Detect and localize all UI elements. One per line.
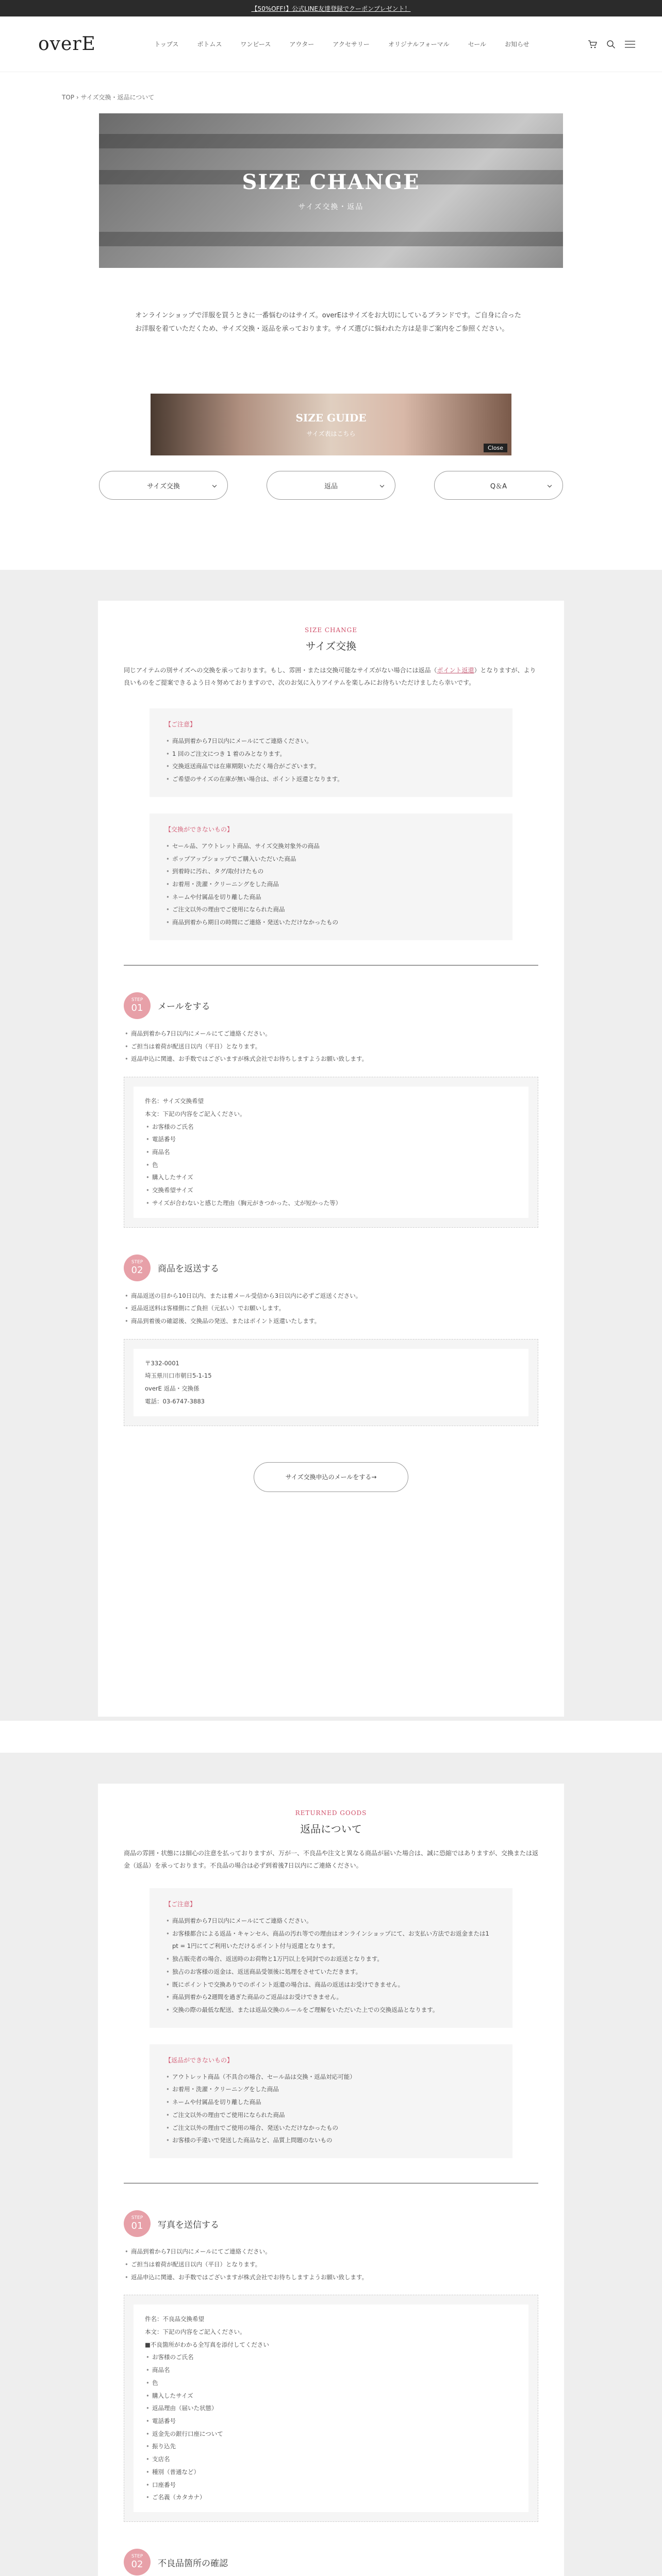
mail-field: • 交換希望サイズ: [145, 1184, 517, 1197]
mail-field: • 電話番号: [145, 2415, 517, 2428]
list-item: • ネームや付属品を切り離した商品: [165, 891, 497, 904]
list-item: • ご担当は着荷が配送日以内（平日）となります。: [124, 1040, 538, 1053]
site-header: [0, 16, 662, 72]
list-item: • 商品到着から7日以内にメールにてご連絡ください。: [124, 2245, 538, 2258]
hero-banner: [99, 113, 563, 268]
step-1: [124, 2210, 538, 2237]
list-item: • 交換の際の最低な配送、または返品交換のルールをご理解をいただいた上での交換返品となります。: [165, 2004, 497, 2016]
address-line: 埼玉県川口市朝日5-1-15: [145, 1372, 212, 1380]
mail-subject: 件名：サイズ交換希望: [145, 1097, 204, 1105]
list-item: • ご担当は着荷が配送日以内（平日）となります。: [124, 2258, 538, 2271]
nav-item-tops[interactable]: トップス: [154, 41, 179, 48]
mail-field: • 購入したサイズ: [145, 1171, 517, 1184]
list-item: • ご注文以外の理由でご使用になられた商品: [165, 903, 497, 916]
hero-title: SIZE CHANGE: [242, 170, 420, 194]
cart-icon[interactable]: [588, 40, 597, 49]
point-link[interactable]: ポイント返還: [437, 667, 474, 674]
mail-field: • お客様のご氏名: [145, 1121, 517, 1133]
section-title: サイズ交換: [305, 640, 357, 652]
list-item: • 返品返送料は客様側にご負担（元払い）でお願いします。: [124, 1302, 538, 1315]
notes-title: 【ご注意】: [165, 1901, 196, 1908]
list-item: • ネームや付属品を切り離した商品: [165, 2096, 497, 2109]
step-badge: STEP 01: [124, 2210, 151, 2237]
mail-field: • お客様のご氏名: [145, 2351, 517, 2364]
mail-field: • 支店名: [145, 2453, 517, 2466]
nav-item-sale[interactable]: セール: [468, 41, 486, 48]
list-item: • 商品到着後の確認後、交換品の発送、またはポイント返還いたします。: [124, 1315, 538, 1328]
list-item: • お着用・洗濯・クリーニングをした商品: [165, 2083, 497, 2096]
list-item: • 返品申込に関連、お手数ではございますが株式会社でお待ちしますようお願い致します。: [124, 2271, 538, 2284]
mail-field: • 返品理由（届いた状態）: [145, 2402, 517, 2415]
step-badge: STEP 01: [124, 992, 151, 1019]
mail-template-box: [124, 2295, 538, 2522]
mail-field: • 振り込先: [145, 2440, 517, 2453]
mail-note: ■不良箇所がわかる全写真を添付してください: [145, 2341, 269, 2348]
ng-title: 【返品ができないもの】: [165, 2056, 234, 2064]
step-title: 不良品箇所の確認: [158, 2558, 228, 2569]
list-item: • お客様の手違いで発送した商品など、品質上問題のないもの: [165, 2134, 497, 2147]
list-item: • 商品到着から7日以内にメールにてご連絡ください。: [165, 1914, 497, 1927]
hero-subtitle: サイズ交換・返品: [298, 202, 364, 211]
list-item: • ご希望のサイズの在庫が無い場合は、ポイント返還となります。: [165, 773, 497, 786]
list-item: • 商品到着から2週間を過ぎた商品のご返品はお受けできません。: [165, 1991, 497, 2004]
notes-title: 【ご注意】: [165, 721, 196, 728]
mail-field: • 商品名: [145, 1146, 517, 1159]
section-en-title: RETURNED GOODS: [295, 1809, 367, 1817]
list-item: • お客様都合による返品・キャンセル、商品の汚れ等での理由はオンラインショップにて、お支払い方法でお返金または1 pt = 1円にてご利用いただけるポイント付与返還となります。: [165, 1927, 497, 1953]
address-box: [124, 1339, 538, 1426]
mail-field: • サイズが合わないと感じた理由（胸元がきつかった、丈が短かった等）: [145, 1197, 517, 1210]
logo[interactable]: overE: [38, 33, 96, 55]
list-item: • 商品到着から7日以内にメールにてご連絡ください。: [165, 735, 497, 748]
step-badge: STEP 02: [124, 1255, 151, 1281]
size-change-lead: 同じアイテムの別サイズへの交換を承っております。もし、雰囲・または交換可能なサイズがない場合には返品（ポイント返還）となりますが、より良いものをご提案できるよう日々努めておりますので、次のお気に入りアイテムを楽しみにお待ちいただけましたら幸いです。: [124, 667, 536, 686]
tab-returns[interactable]: 返品: [267, 471, 395, 500]
mail-field: • 返金先の銀行口座について: [145, 2428, 517, 2441]
nav-item-outer[interactable]: アウター: [289, 41, 315, 48]
step-title: 写真を送信する: [158, 2219, 219, 2230]
list-item: • 到着時に汚れ、タグ/取付けたもの: [165, 865, 497, 878]
list-item: • ご注文以外の理由でご使用の場合、発送いただけなかったもの: [165, 2122, 497, 2134]
list-item: • 商品返送の目から10日以内、または着メール受信から3日以内に必ずご返送ください。: [124, 1290, 538, 1302]
list-item: • ポップアップショップでご購入いただいた商品: [165, 853, 497, 866]
announcement-bar[interactable]: 【50%OFF!】公式LINE友達登録でクーポンプレゼント！: [0, 0, 662, 16]
list-item: • ご注文以外の理由でご使用になられた商品: [165, 2109, 497, 2122]
step-1-list: [124, 2245, 538, 2283]
list-item: • 独占のお客様の返金は、返送商品受領後に処理をさせていただきます。: [165, 1965, 497, 1978]
list-item: • 商品到着から7日以内にメールにてご連絡ください。: [124, 1027, 538, 1040]
section-title: 返品について: [300, 1823, 362, 1835]
step-2-list: [124, 1290, 538, 1328]
ng-box: [150, 814, 512, 940]
mail-field: • ご名義（カタカナ）: [145, 2491, 517, 2504]
tab-qa[interactable]: Q＆A: [434, 471, 563, 500]
search-icon[interactable]: [606, 40, 616, 49]
mail-field: • 種別（普通など）: [145, 2466, 517, 2479]
hero-stripe: [99, 232, 563, 246]
address-line: overE 返品・交換係: [145, 1385, 200, 1393]
size-guide-subtitle: サイズ表はこちら: [306, 430, 356, 437]
step-badge: STEP 02: [124, 2549, 151, 2575]
mail-field: • 口座番号: [145, 2479, 517, 2492]
list-item: • 既にポイントで交換ありでのポイント返還の場合は、商品の返送はお受けできません。: [165, 1978, 497, 1991]
mail-body-intro: 本文：下記の内容をご記入ください。: [145, 1110, 246, 1117]
main-nav: [154, 40, 529, 48]
mail-body-intro: 本文：下記の内容をご記入ください。: [145, 2328, 246, 2335]
nav-item-news[interactable]: お知らせ: [504, 41, 529, 48]
mail-field: • 商品名: [145, 2364, 517, 2377]
mail-field: • 電話番号: [145, 1133, 517, 1146]
size-change-card: [98, 601, 564, 1717]
size-guide-title: SIZE GUIDE: [295, 411, 367, 424]
step-2: [124, 1255, 538, 1281]
step-title: メールをする: [158, 1002, 210, 1012]
nav-item-onepiece[interactable]: ワンピース: [240, 41, 271, 48]
mail-button[interactable]: サイズ交換申込のメールをする→: [254, 1462, 408, 1492]
list-item: • 返品申込に関連、お手数ではございますが株式会社でお待ちしますようお願い致します。: [124, 1053, 538, 1065]
list-item: • お着用・洗濯・クリーニングをした商品: [165, 878, 497, 891]
returns-lead: 商品の雰囲・状態には細心の注意を払っておりますが、万が一、不良品や注文と異なる商品が届いた場合は、誠に恐縮ではありますが、交換または返金（返品）を承っております。不良品の場合は必ず到着後7日以内にご連絡ください。: [124, 1850, 539, 1869]
step-1-list: [124, 1027, 538, 1065]
notes-box: [150, 708, 512, 797]
mail-field: • 購入したサイズ: [145, 2389, 517, 2402]
mail-field: • 色: [145, 2377, 517, 2389]
hero-stripe: [99, 134, 563, 148]
nav-item-bottoms[interactable]: ボトムス: [197, 41, 222, 48]
size-guide-banner[interactable]: [151, 394, 511, 455]
intro-text: オンラインショップで洋服を買うときに一番悩むのはサイズ。overEはサイズをお大切にしているブランドです。ご自身に合ったお洋服を着ていただくため、サイズ交換・返品を承っております。サイズ選びに悩われた方は是非ご案内をご参照ください。: [135, 312, 521, 333]
mail-template-box: [124, 1077, 538, 1227]
list-item: • 交換返送商品では在庫期限いただく場合がございます。: [165, 760, 497, 773]
nav-item-accessory[interactable]: アクセサリー: [333, 41, 370, 48]
list-item: • アウトレット商品（不具合の場合、セール品は交換・返品対応可能）: [165, 2071, 497, 2083]
mail-field: • 色: [145, 1159, 517, 1172]
ng-box: [150, 2044, 512, 2158]
list-item: • 独占販売者の場合、返送時のお荷物と1万円以上を同封でのお返送となります。: [165, 1953, 497, 1965]
step-2: [124, 2549, 538, 2575]
anchor-tabs: [99, 471, 563, 500]
notes-box: [150, 1888, 512, 2028]
list-item: • 1 回のご注文につき 1 着のみとなります。: [165, 748, 497, 760]
menu-icon[interactable]: [625, 41, 635, 48]
step-title: 商品を返送する: [158, 1264, 219, 1275]
address-line: 〒332-0001: [145, 1359, 179, 1367]
header-icons: [588, 40, 635, 49]
breadcrumb: TOP › サイズ交換・返品について: [62, 94, 155, 101]
close-button[interactable]: Close: [484, 444, 507, 452]
tab-size-change[interactable]: サイズ交換: [99, 471, 228, 500]
list-item: • セール品、アウトレット商品、サイズ交換対象外の商品: [165, 840, 497, 853]
ng-title: 【交換ができないもの】: [165, 825, 234, 833]
address-line: 電話：03-6747-3883: [145, 1397, 205, 1405]
mail-subject: 件名：不良品交換希望: [145, 2315, 204, 2323]
section-en-title: SIZE CHANGE: [304, 626, 358, 634]
list-item: • 商品到着から期日の時間にご連絡・発送いただけなかったもの: [165, 916, 497, 929]
nav-item-formal[interactable]: オリジナルフォーマル: [388, 41, 450, 48]
step-1: [124, 992, 538, 1019]
returns-card: [98, 1784, 564, 2576]
